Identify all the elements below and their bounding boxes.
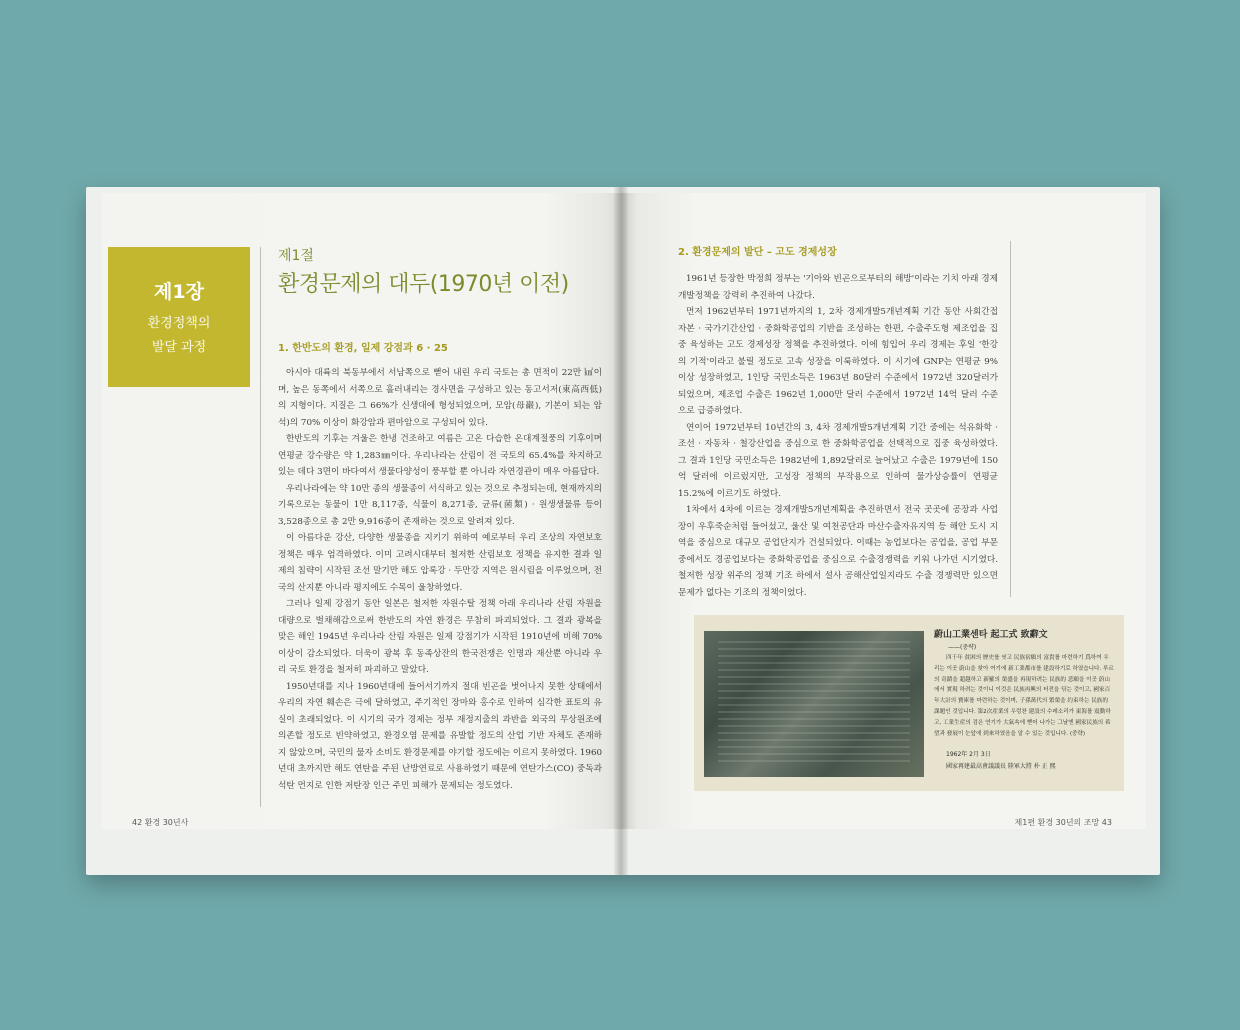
figure-subtitle: ——(중략) — [948, 644, 977, 651]
book-spine — [614, 187, 628, 875]
chapter-box — [108, 247, 250, 387]
figure-body: 四千年 貧困의 歷史를 씻고 民族宿願의 富貴를 마련하기 爲하여 우리는 이곳 蔚山을 찾아 여기에 新工業都市를 建設하기로 하였습니다. 루르의 奇蹟을 超越하고 新羅의 榮盛을 再現하려는 民族的 悲願을 이곳 蔚山에서 實現 하려는 것이니 이것은 民族再興의 터전을 닦는 것이고, 國家百年大計의 寶庫를 마련하는 것이며, 子孫萬代의 繁榮을 約束하는 民族的 課題인 것입니다. 第2次産業의 우렁찬 建設의 수레소리가 東海를 震動하고, 工業生産의 검은 연기가 大氣속에 뻗어 나가는 그날엔 國家民族의 希望과 發展이 눈앞에 到來하였음을 알 수 있는 것입니다. (중략) — [934, 655, 1114, 737]
left-page-footer: 42 환경 30년사 — [132, 818, 189, 827]
paragraph: 아시아 대륙의 북동부에서 서남쪽으로 뻗어 내린 우리 국토는 총 면적이 22만 ㎢이며, 높은 동쪽에서 서쪽으로 흘러내리는 경사면을 구성하고 있는 동고서저(東高西低)의 지형이다. 지질은 그 66%가 신생대에 형성되었으며, 모암(母巖), 기본이 되는 암석)의 70% 이상이 화강암과 편마암으로 구성되어 있다. — [278, 368, 602, 428]
paragraph: 한반도의 기후는 겨울은 한냉 건조하고 여름은 고온 다습한 온대계절풍의 기후이며 연평균 강수량은 약 1,283㎜이다. 우리나라는 산림이 전 국토의 65.4%를 차지하고 있는 데다 3면이 바다여서 생물다양성이 풍부할 뿐 아니라 자연경관이 매우 아름답다. — [278, 434, 602, 477]
figure-caption — [934, 627, 1114, 770]
left-column-rule — [260, 247, 261, 807]
document-photo-script — [718, 641, 910, 767]
right-column-rule — [1010, 241, 1011, 597]
section-label: 제1절 — [278, 248, 314, 264]
figure-box — [694, 615, 1124, 791]
right-subheading: 2. 환경문제의 발단 – 고도 경제성장 — [678, 247, 837, 258]
paragraph: 이 아름다운 강산, 다양한 생물종을 지키기 위하여 예로부터 우리 조상의 자연보호 정책은 매우 엄격하였다. 이미 고려시대부터 철저한 산림보호 정책을 유지한 결과 일제의 침략이 시작된 조선 말기만 해도 압록강 · 두만강 지역은 원시림을 이루었으며, 전국의 산지뿐 아니라 평지에도 수목이 울창하였다. — [278, 533, 602, 593]
open-book — [86, 187, 1160, 875]
chapter-title-line2: 발달 과정 — [151, 340, 207, 355]
left-page — [102, 193, 622, 829]
chapter-number: 제1장 — [154, 281, 204, 303]
paragraph: 1950년대를 지나 1960년대에 들어서기까지 절대 빈곤을 벗어나지 못한 상태에서 우리의 자연 훼손은 극에 달하였고, 주기적인 장마와 홍수로 인하여 심각한 표토의 유실이 초래되었다. 이 시기의 국가 경제는 정부 재정지출의 과반을 외국의 무상원조에 의존할 정도로 빈약하였고, 환경오염 문제를 유발할 정도의 산업 기반 자체도 존재하지 않았으며, 국민의 물자 소비도 환경문제를 야기할 정도에는 이르지 못하였다. 1960년대 초까지만 해도 연탄을 주된 난방연료로 사용하였기 때문에 연탄가스(CO) 중독과 석탄 먼지로 인한 저탄장 인근 주민 피해가 문제되는 정도였다. — [278, 681, 602, 791]
figure-signature: 國家再建最高會議議長 陸軍大將 朴 正 熙 — [946, 763, 1056, 771]
document-photo — [704, 631, 924, 777]
section-title: 환경문제의 대두(1970년 이전) — [278, 272, 569, 297]
paragraph: 1961년 등장한 박정희 정부는 '기아와 빈곤으로부터의 해방'이라는 기치 아래 경제개발정책을 강력히 추진하여 나갔다. — [678, 274, 998, 301]
chapter-title — [108, 312, 250, 360]
right-page — [622, 193, 1146, 829]
paragraph: 우리나라에는 약 10만 종의 생물종이 서식하고 있는 것으로 추정되는데, 현재까지의 기록으로는 동물이 1만 8,117종, 식물이 8,271종, 균류(菌類) · 원생생물류 등이 3,528종으로 총 2만 9,916종이 존재하는 것으로 알려져 있다. — [278, 483, 602, 527]
paragraph: 먼저 1962년부터 1971년까지의 1, 2차 경제개발5개년계획 기간 동안 사회간접자본 · 국가기간산업 · 중화학공업의 기반을 조성하는 한편, 수출주도형 제조업을 집중 육성하는 고도 경제성장 정책을 추진하였다. 이에 힘입어 우리 경제는 후일 '한강의 기적'이라고 불릴 정도로 고속 성장을 이룩하였다. 이 시기에 GNP는 연평균 9% 이상 성장하였고, 1인당 국민소득은 1963년 80달러 수준에서 1972년 320달러가 되었으며, 제조업 수출은 1962년 1,000만 달러 수준에서 1972년 14억 달러 수준으로 급증하였다. — [678, 307, 998, 416]
figure-title: 蔚山工業센타 起工式 致辭文 — [934, 630, 1048, 640]
paragraph: 1차에서 4차에 이르는 경제개발5개년계획을 추진하면서 전국 곳곳에 공장과 사업장이 우후죽순처럼 들어섰고, 울산 및 여천공단과 마산수출자유지역 등 해안 도시 지역을 중심으로 대규모 공업단지가 건설되었다. 이때는 농업보다는 공업을, 공업 부문 중에서도 경공업보다는 중화학공업을 중심으로 수출경쟁력을 키워 나가던 시기였다. 철저한 성장 위주의 정책 기조 하에서 설사 공해산업일지라도 수출 경쟁력만 있으면 문제가 없다는 기조의 정책이었다. — [678, 505, 998, 598]
right-body-text — [678, 271, 998, 601]
paragraph: 연이어 1972년부터 10년간의 3, 4차 경제개발5개년계획 기간 중에는 석유화학 · 조선 · 자동차 · 철강산업을 중심으로 한 중화학공업을 선택적으로 집중 육성하였다. 그 결과 1인당 국민소득은 1982년에 1,892달러로 늘어났고 수출은 1979년에 150억 달러에 이르렀지만, 고성장 정책의 부작용으로 인하여 물가상승률이 연평균 15.2%에 이르기도 하였다. — [678, 422, 998, 499]
right-page-footer: 제1편 환경 30년의 조망 43 — [1014, 818, 1112, 827]
chapter-title-line1: 환경정책의 — [147, 316, 211, 331]
figure-date: 1962年 2月 3日 — [946, 751, 991, 759]
paragraph: 그러나 일제 강점기 동안 일본은 철저한 자원수탈 정책 아래 우리나라 산림 자원을 대량으로 벌채해감으로써 한반도의 자연 환경은 무참히 파괴되었다. 그 결과 광복을 맞은 해인 1945년 우리나라 산림 자원은 일제 강점기가 시작된 1910년에 비해 70% 이상이 감소되었다. 더욱이 광복 후 동족상잔의 한국전쟁은 인명과 재산뿐 아니라 우리 국토 환경을 철저히 파괴하고 말았다. — [278, 599, 602, 675]
left-body-text — [278, 365, 602, 794]
left-subheading: 1. 한반도의 환경, 일제 강점과 6 · 25 — [278, 343, 448, 354]
